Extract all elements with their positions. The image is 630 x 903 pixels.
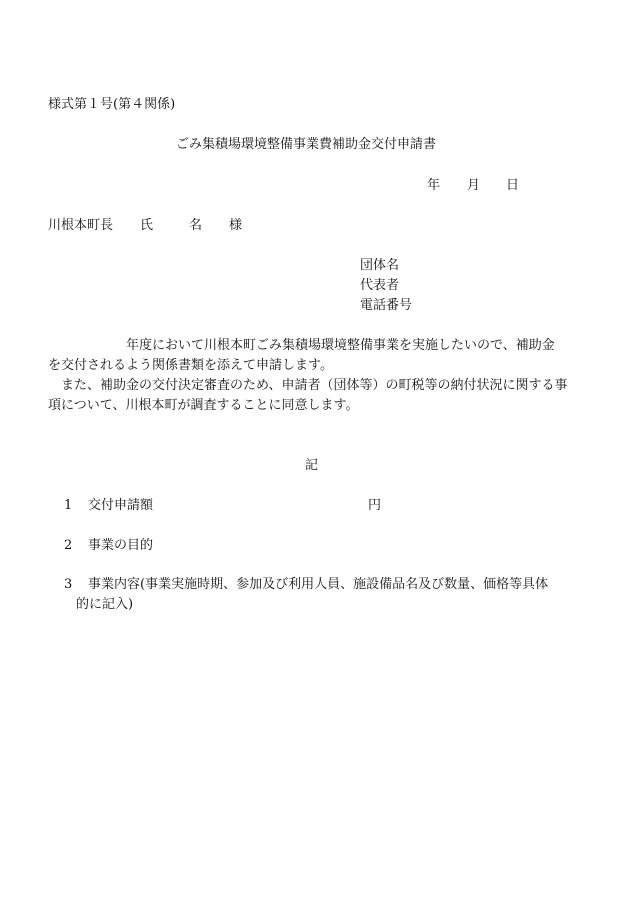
form-number: 様式第１号(第４関係) <box>48 97 176 112</box>
item-2-number: 2 <box>64 538 73 553</box>
item-3-text <box>76 575 588 615</box>
paragraph-2-line-1: また、補助金の交付決定審査のため、申請者（団体等）の町税等の納付状況に関する事 <box>61 378 568 393</box>
item-2-label: 事業の目的 <box>88 538 154 553</box>
ki-heading: 記 <box>305 458 319 473</box>
item-1-label: 交付申請額 <box>88 498 154 513</box>
paragraph-1-line-2: を交付されるよう関係書類を添えて申請します。 <box>48 358 333 373</box>
paragraph-2-line-2: 項について、川根本町が調査することに同意します。 <box>48 398 359 413</box>
date-day-label: 日 <box>506 178 520 193</box>
group-name-label: 団体名 <box>360 258 400 273</box>
date-month-label: 月 <box>467 178 481 193</box>
paragraph-1-line-1: 年度において川根本町ごみ集積場環境整備事業を実施したいので、補助金 <box>126 338 555 353</box>
item-3-label-line-2: 的に記入) <box>76 597 134 612</box>
representative-label: 代表者 <box>360 278 400 293</box>
date-year-label: 年 <box>427 178 441 193</box>
phone-label: 電話番号 <box>360 298 413 313</box>
item-3-number: 3 <box>64 577 73 592</box>
item-1-number: 1 <box>64 498 73 513</box>
item-1-unit: 円 <box>368 498 382 513</box>
addressee-mei: 名 <box>189 218 203 233</box>
addressee-office: 川根本町長 <box>48 218 114 233</box>
addressee-sama: 様 <box>229 218 243 233</box>
item-3-label-line-1: 事業内容(事業実施時期、参加及び利用人員、施設備品名及び数量、価格等具体 <box>88 577 549 592</box>
document-title: ごみ集積場環境整備事業費補助金交付申請書 <box>176 137 437 152</box>
application-paragraph <box>48 336 588 416</box>
addressee-shi: 氏 <box>140 218 154 233</box>
